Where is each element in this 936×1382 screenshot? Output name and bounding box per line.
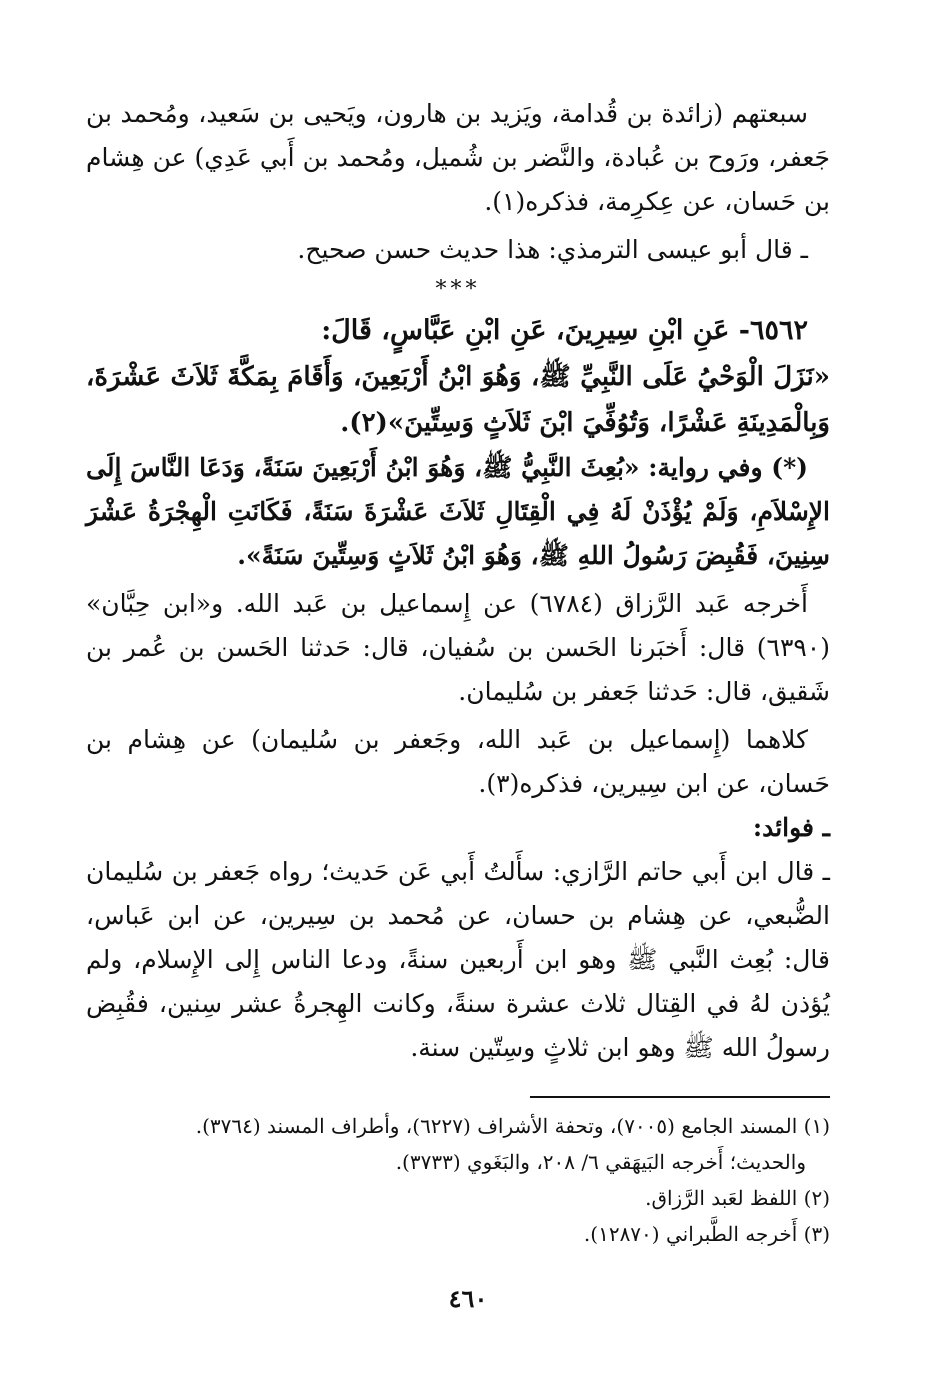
page-number: ٤٦٠ xyxy=(448,1284,488,1313)
isnad-paragraph: سبعتهم (زائدة بن قُدامة، ويَزيد بن هارون، ويَحيى بن سَعيد، ومُحمد بن جَعفر، ورَوح بن عُبادة، والنَّضر بن شُميل، ومُحمد بن أَبي عَدِي) عن هِشام بن حَسان، عن عِكرِمة، فذكره(١). xyxy=(86,99,830,216)
footnote-1: (١) المسند الجامع (٧٠٠٥)، وتحفة الأشراف (٦٢٢٧)، وأطراف المسند (٣٧٦٤). xyxy=(195,1114,830,1138)
takhrij-summary: كلاهما (إِسماعيل بن عَبد الله، وجَعفر بن سُليمان) عن هِشام بن حَسان، عن ابن سِيرين، فذكره(٣). xyxy=(86,725,830,798)
alternate-narration: (*) وفي رواية: «بُعِثَ النَّبِيُّ ﷺ، وَهُوَ ابْنُ أَرْبَعِينَ سَنَةً، وَدَعَا النَّاسَ إِلَى الإِسْلاَمِ، وَلَمْ يُؤْذَنْ لَهُ فِي الْقِتَالِ ثَلاَثَ عَشْرَةَ سَنَةً، فَكَانَتِ الْهِجْرَةُ عَشْرَ سِنِينَ، فَقُبِضَ رَسُولُ اللهِ ﷺ، وَهُوَ ابْنُ ثَلاَثٍ وَسِتِّينَ سَنَةً». xyxy=(86,453,830,570)
footnote-divider xyxy=(530,1096,830,1098)
hadith-text: «نَزَلَ الْوَحْيُ عَلَى النَّبِيِّ ﷺ، وَهُوَ ابْنُ أَرْبَعِينَ، وَأَقَامَ بِمَكَّةَ ثَلاَثَ عَشْرَةَ، وَبِالْمَدِينَةِ عَشْرًا، وَتُوُفِّيَ ابْنَ ثَلاَثٍ وَسِتِّينَ»(٢). xyxy=(86,362,830,438)
footnote-1-continued: والحديث؛ أَخرجه البَيهَقي ٦/ ٢٠٨، والبَغَوي (٣٧٣٣). xyxy=(395,1150,806,1174)
page-body xyxy=(86,92,830,1252)
fawaid-text: ـ قال ابن أَبي حاتم الرَّازي: سأَلتُ أَبي عَن حَديث؛ رواه جَعفر بن سُليمان الضُّبعي، عن هِشام بن حسان، عن مُحمد بن سِيرين، عن ابن عَباس، قال: بُعِث النَّبي ﷺ وهو ابن أَربعين سنةً، ودعا الناس إِلى الإِسلام، ولم يُؤذن لهُ في القِتال ثلاث عشرة سنةً، وكانت الهِجرةُ عشر سِنين، فقُبِض رسولُ الله ﷺ وهو ابن ثلاثٍ وسِتّين سنة. xyxy=(86,857,830,1062)
footnote-3: (٣) أَخرجه الطَّبراني (١٢٨٧٠). xyxy=(583,1222,830,1246)
fawaid-heading: ـ فوائد: xyxy=(752,813,830,842)
footnote-2: (٢) اللفظ لعَبد الرَّزاق. xyxy=(645,1186,830,1210)
hadith-heading: ٦٥٦٢- عَنِ ابْنِ سِيرِينَ، عَنِ ابْنِ عَبَّاسٍ، قَالَ: xyxy=(321,315,808,346)
tirmidhi-ruling: ـ قال أبو عيسى الترمذي: هذا حديث حسن صحيح. xyxy=(297,235,808,264)
takhrij-paragraph: أَخرجه عَبد الرَّزاق (٦٧٨٤) عن إِسماعيل بن عَبد الله. و«ابن حِبَّان» (٦٣٩٠) قال: أَخبَرنا الحَسن بن سُفيان، قال: حَدثنا الحَسن بن عُمر بن شَقيق، قال: حَدثنا جَعفر بن سُليمان. xyxy=(86,589,830,706)
section-separator: *** xyxy=(435,277,481,302)
